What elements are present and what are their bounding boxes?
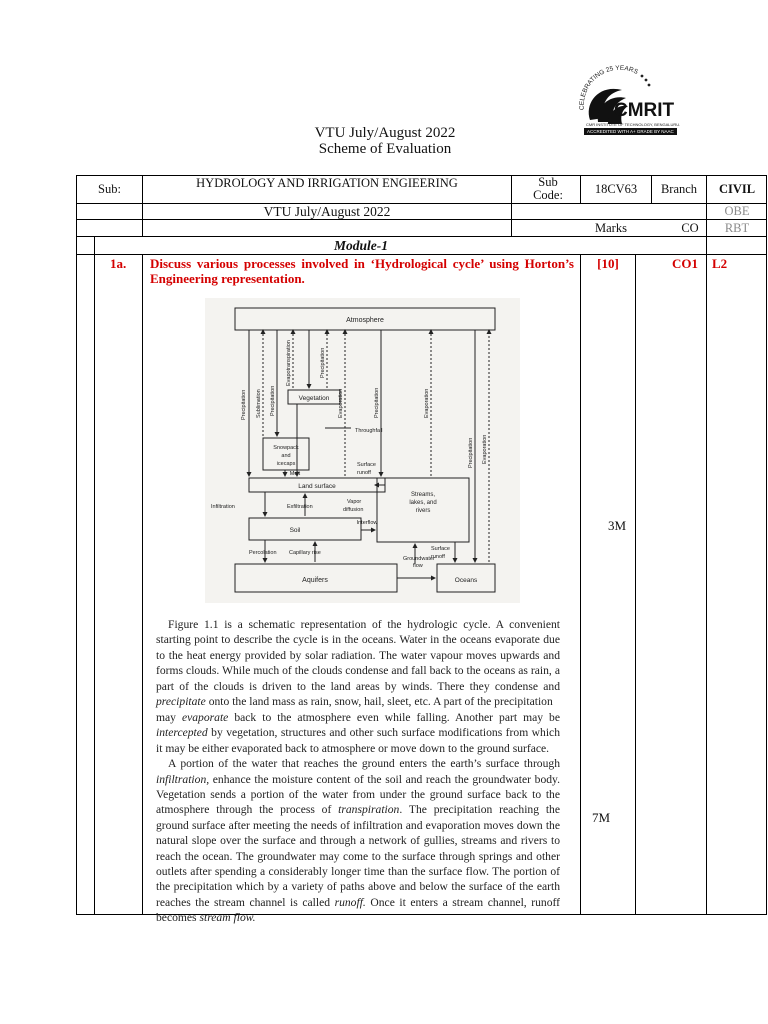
dg-runoff: runoff xyxy=(357,470,371,476)
dg-runoff-2: runoff xyxy=(431,554,445,560)
dg-infiltration: Infiltration xyxy=(211,504,235,510)
dg-surface: Surface xyxy=(357,462,376,468)
question-co: CO1 xyxy=(672,256,698,271)
p3-em-2: transpiration xyxy=(338,803,400,817)
dg-evaporation-3: Evaporation xyxy=(482,434,488,464)
dg-aquifers: Aquifers xyxy=(302,577,328,584)
logo-sub: CMR INSTITUTE OF TECHNOLOGY, BENGALURU. xyxy=(586,122,681,127)
dg-evapotranspiration: Evapotranspiration xyxy=(286,340,292,386)
sub-code: 18CV63 xyxy=(594,182,638,196)
dg-precipitation-2: Precipitation xyxy=(270,385,276,416)
dg-interflow: Interflow xyxy=(356,520,378,526)
branch-label: Branch xyxy=(660,182,698,196)
dg-atmosphere: Atmosphere xyxy=(346,317,384,324)
hydrologic-cycle-diagram xyxy=(205,298,520,603)
dg-precipitation-3: Precipitation xyxy=(320,347,326,378)
dg-evaporation-2: Evaporation xyxy=(424,388,430,418)
dg-icecaps: icecaps xyxy=(276,461,296,467)
logo-arc-text: CELEBRATING 25 YEARS xyxy=(578,64,640,111)
answer-paragraph-2 xyxy=(156,710,560,926)
p3-em-3: runoff. xyxy=(334,895,366,909)
dg-land-surface: Land surface xyxy=(298,483,336,490)
logo-name: CMRIT xyxy=(614,100,675,121)
dg-percolation: Percolation xyxy=(249,550,277,556)
answer-paragraph-1 xyxy=(156,617,560,709)
p1-text-b: onto the land mass as rain, snow, hail, sleet, etc. A part of the precipitation xyxy=(205,695,553,709)
dg-sublimation: Sublimation xyxy=(256,389,262,418)
dg-lakes: lakes, and xyxy=(409,500,437,506)
obe-label: OBE xyxy=(724,204,750,218)
dg-evaporation-1: Evaporation xyxy=(338,388,344,418)
dg-exfiltration: Exfiltration xyxy=(287,504,313,510)
dg-and: and xyxy=(281,453,291,459)
dg-precipitation-4: Precipitation xyxy=(374,387,380,418)
part-marks-7m: 7M xyxy=(592,810,611,825)
exam-session: VTU July/August 2022 xyxy=(263,204,391,219)
p2-text-a: may xyxy=(156,711,182,724)
question-text: Discuss various processes involved in ‘Hydrological cycle’ using Horton’s Engineering representation. xyxy=(150,256,574,286)
module-heading: Module-1 xyxy=(334,238,388,253)
dg-flow: flow xyxy=(413,563,423,569)
p1-em: precipitate xyxy=(156,695,206,709)
page-title: VTU July/August 2022 xyxy=(314,125,456,141)
p2-text-c: by vegetation, structures and other such surface modifications from which it may be either evaporated back to atmosphere or move down to the ground surface. xyxy=(156,726,560,755)
question-rbt: L2 xyxy=(712,256,728,271)
sub-label: Sub: xyxy=(98,182,121,196)
p3-text-c: . The precipitation reaching the ground surface after meeting the needs of infiltration and evaporation moves down the natural slope over the surface and through a network of gullies, streams and rivers to reach the ocean. The groundwater may come to the surface through springs and other outlets after spending a considerably longer time than the surface flow. The portion of the precipitation which by a variety of paths above and below the surface of the earth reaches the stream channel is called xyxy=(156,803,560,909)
dg-snowpack: Snowpack xyxy=(273,445,299,451)
dg-rivers: rivers xyxy=(415,508,431,514)
dg-capillary-rise: Capillary rise xyxy=(289,550,321,556)
dg-oceans: Oceans xyxy=(454,577,478,584)
co-header: CO xyxy=(681,221,699,235)
rbt-header: RBT xyxy=(724,221,750,235)
p1-text-a: Figure 1.1 is a schematic representation of the hydrologic cycle. A convenient starting point to describe the cycle is in the oceans. Water in the oceans evaporate due to the heat energy provided by solar radiation. The water vapour moves upwards and forms clouds. While much of the clouds condense and fall back to the oceans as rain, a part of the clouds is driven to the land areas by winds. There they condense and xyxy=(156,618,560,693)
sub-code-label: Sub Code: xyxy=(533,175,563,202)
question-marks: [10] xyxy=(597,256,619,271)
institute-logo xyxy=(570,62,700,142)
dg-soil: Soil xyxy=(289,527,301,534)
p2-text-b: back to the atmosphere even while falling. Another part may be xyxy=(228,711,560,724)
p3-em-4: stream flow. xyxy=(199,911,256,925)
part-marks-3m: 3M xyxy=(608,518,627,533)
p3-em-1: infiltration, xyxy=(156,772,210,786)
p2-em-2: intercepted xyxy=(156,726,208,740)
dg-precipitation-5: Precipitation xyxy=(468,437,474,468)
p3-text-a: A portion of the water that reaches the ground enters the earth’s surface through xyxy=(168,757,560,771)
page-subtitle: Scheme of Evaluation xyxy=(318,141,452,157)
dg-vapor: Vapor xyxy=(347,499,362,505)
dg-surface-2: Surface xyxy=(431,546,450,552)
p2-em-1: evaporate xyxy=(181,711,229,724)
p3-text-d: Once it enters a stream channel, runoff becomes xyxy=(156,895,561,925)
dg-streams: Streams, xyxy=(410,492,436,498)
question-number: 1a. xyxy=(110,256,127,271)
dg-precipitation-1: Precipitation xyxy=(241,389,247,420)
dg-groundwater: Groundwater xyxy=(403,556,435,562)
dg-diffusion: diffusion xyxy=(343,507,364,513)
marks-header: Marks xyxy=(595,221,627,235)
branch-value: CIVIL xyxy=(718,182,756,196)
dg-vegetation: Vegetation xyxy=(298,395,330,402)
subject-name: HYDROLOGY AND IRRIGATION ENGIEERING xyxy=(196,176,458,190)
logo-badge: ACCREDITED WITH A+ GRADE BY NAAC xyxy=(584,128,677,135)
p3-text-b: enhance the moisture content of the soil and reach the groundwater body. Vegetation sends a portion of the water from under the ground surface back to the atmosphere through the process of xyxy=(156,772,560,817)
dg-melt: Melt xyxy=(289,471,301,477)
dg-throughfall: Throughfall xyxy=(355,428,383,434)
